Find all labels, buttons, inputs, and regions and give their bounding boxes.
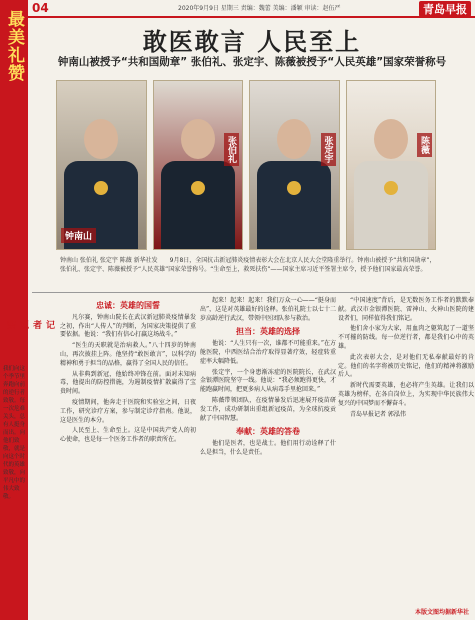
commentary-box [0, 362, 28, 564]
header-meta: 2020年9月9日 星期三 责编：魏蕾 美编：潘颖 审读：赵伍严 [178, 5, 341, 12]
photo-caption: 钟南山 [61, 228, 96, 243]
portrait-body [257, 161, 331, 250]
paragraph: 从非典到新冠，他始终冲锋在前。面对未知病毒，他提出的防控措施，为遏制疫情扩散赢得了宝贵时间。 [60, 370, 196, 396]
paragraph: 他们舍小家为大家，用血肉之躯筑起了一道坚不可摧的防线。每一位逆行者，都是我们心中的英雄。 [338, 325, 474, 350]
paragraph: 疫情期间，他奔走于医院和实验室之间，日夜工作，研究诊疗方案，参与制定诊疗指南。他说，这是医生的本分。 [60, 398, 196, 424]
paragraph: 新时代需要英雄，也必将产生英雄。让我们以英雄为榜样，在各自岗位上，为实现中华民族伟大复兴的中国梦而不懈奋斗。 [338, 382, 474, 407]
commentary-label: 记者观察 [5, 320, 54, 329]
photo-zhong-nanshan [56, 80, 147, 250]
footer-credit: 本版文图均据新华社 [414, 609, 469, 616]
photo-chen-wei [346, 80, 437, 250]
photo-caption: 张伯礼 [224, 133, 239, 166]
paragraph: 他们是医者，也是战士。他们用行动诠释了什么是担当，什么是责任。 [200, 440, 336, 456]
paragraph: 此次表彰大会，是对他们无私奉献最好的肯定。他们的名字将被历史铭记，他们的精神将激励后人。 [338, 353, 474, 379]
headline: 敢医敢言 人民至上 [142, 28, 362, 56]
photo-caption-text: 钟南山 张伯礼 张定宇 陈薇 新华社发 9月8日，全国抗击新冠肺炎疫情表彰大会在北京人民大会堂隆重举行。钟南山被授予“共和国勋章”，张伯礼、张定宇、陈薇被授予“人民英雄”国家荣誉称号。“生命至上，救死扶伤”——国家主席习近平签署主席令，授予他们国家最高荣誉。 [60, 257, 436, 273]
article-column-3 [338, 297, 474, 421]
paragraph: “医生的天职就是治病救人。”八十四岁的钟南山，再次披挂上阵。他坚持“敢医敢言”，以科学的精神和勇于担当的品格，赢得了全国人民的信任。 [60, 342, 196, 367]
page-header [28, 0, 475, 18]
paragraph: 人民至上、生命至上。这是中国共产党人的初心使命，也是每一个医务工作者的职责所在。 [60, 427, 196, 444]
paragraph: “中国速度”背后，是无数医务工作者的默默奉献。武汉市金银潭医院、雷神山、火神山医院的建设者们，同样值得我们铭记。 [338, 297, 474, 322]
portrait-head [84, 119, 118, 159]
sidebar-slogan [2, 10, 26, 192]
medal-icon [191, 181, 205, 195]
portrait-head [277, 119, 311, 159]
paragraph: 陈薇带领团队，在疫情暴发后迅速展开疫苗研发工作，成功研制出重组新冠疫苗，为全球抗疫贡献了中国智慧。 [200, 396, 336, 422]
paragraph: 凡尔赛，钟南山院长在武汉新冠肺炎疫情暴发之初，作出“人传人”的判断，为国家决策提供了重要依据。他说：“我们有信心打赢这场战斗。” [60, 313, 196, 339]
page-number: 04 [32, 1, 49, 15]
commentary-text: 我们向这个季节里奔跑向前的逆行者致敬。每一次危难关头，总有人挺身而出。向他们致敬，就是向这个时代的英雄致敬，向平凡中的伟大致敬。 [3, 366, 26, 500]
portrait-head [181, 119, 215, 159]
subheadline: 钟南山被授予“共和国勋章” 张伯礼、张定宇、陈薇被授予“人民英雄”国家荣誉称号 [57, 56, 447, 68]
paragraph: 张定宇，一个身患渐冻症的医院院长，在武汉金银潭医院坚守一线。他说：“我必须跑得更快，才能跑赢时间，把更多病人从病毒手里抢回来。” [200, 368, 336, 394]
article-column-2 [200, 297, 336, 460]
section-heading: 担当：英雄的选择 [236, 326, 300, 337]
photo-caption: 张定宇 [321, 133, 336, 166]
paragraph: 他说：“人生只有一次，谁都不可能重来。”在方舱医院，中西医结合治疗取得显著疗效，轻症转重症率大幅降低。 [200, 340, 336, 365]
newspaper-masthead: 青岛早报 [419, 1, 471, 17]
portrait-body [354, 161, 428, 250]
photo-zhang-dingyu [249, 80, 340, 250]
article-columns [32, 292, 474, 617]
sidebar-slogan-sub [0, 10, 2, 192]
sidebar-slogan-main: 最美礼赞 [4, 10, 24, 82]
portrait-head [374, 119, 408, 159]
byline: 青岛早报记者 郭泓伟 [350, 410, 406, 418]
photo-caption: 陈薇 [417, 133, 432, 157]
portrait-body [161, 161, 235, 250]
section-heading: 忠诚：英雄的国誓 [96, 300, 160, 310]
medal-icon [384, 181, 398, 195]
photo-row [56, 80, 436, 250]
photo-zhang-boli [153, 80, 244, 250]
paragraph: 起来！起来！起来！我们万众一心——“挺身而出”，这是对英雄最好的诠释。张伯礼院士以七十二岁高龄逆行武汉，带领中医团队参与救治。 [200, 297, 336, 322]
article-column-1 [60, 297, 196, 447]
section-heading: 奉献：英雄的答卷 [236, 426, 300, 437]
